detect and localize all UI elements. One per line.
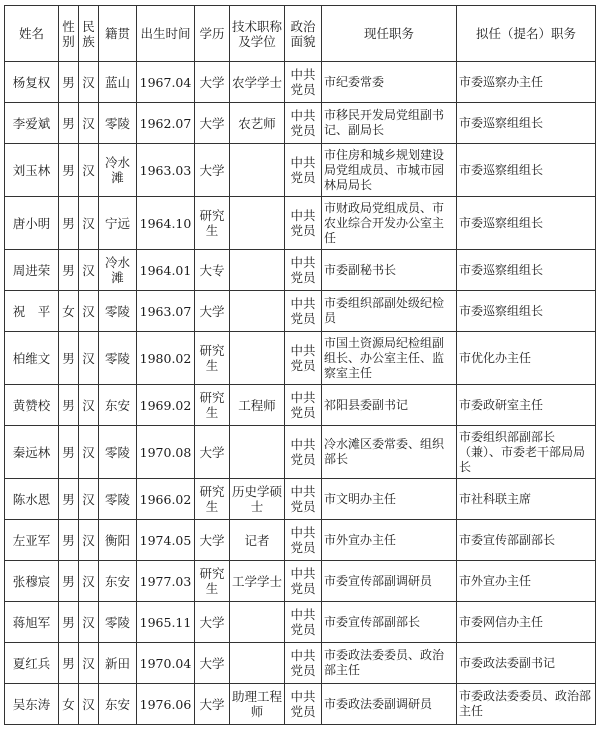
cell-gender: 男 [59, 561, 79, 602]
cell-title: 助理工程师 [230, 684, 285, 725]
cell-name: 李爱斌 [5, 103, 59, 144]
cell-proposed-post: 市委巡察组组长 [457, 103, 596, 144]
cell-current-post: 市委宣传部副部长 [322, 602, 457, 643]
cell-origin: 新田 [99, 643, 137, 684]
cell-ethnicity: 汉 [79, 103, 99, 144]
cell-name: 周进荣 [5, 250, 59, 291]
cell-name: 杨复权 [5, 62, 59, 103]
header-name: 姓名 [5, 6, 59, 62]
header-gender: 性别 [59, 6, 79, 62]
cell-ethnicity: 汉 [79, 197, 99, 250]
cell-proposed-post: 市委巡察组组长 [457, 197, 596, 250]
cell-origin: 蓝山 [99, 62, 137, 103]
cell-birth: 1970.08 [137, 426, 195, 479]
table-row [5, 197, 596, 250]
cell-proposed-post: 市委政法委副书记 [457, 643, 596, 684]
cell-gender: 男 [59, 602, 79, 643]
cell-origin: 零陵 [99, 426, 137, 479]
cell-current-post: 市移民开发局党组副书记、副局长 [322, 103, 457, 144]
header-education: 学历 [195, 6, 230, 62]
header-current-post: 现任职务 [322, 6, 457, 62]
cell-gender: 女 [59, 684, 79, 725]
header-title: 技术职称及学位 [230, 6, 285, 62]
table-header [5, 6, 596, 62]
cell-birth: 1962.07 [137, 103, 195, 144]
cell-current-post: 市国土资源局纪检组副组长、办公室主任、监察室主任 [322, 332, 457, 385]
cell-current-post: 市委政法委副调研员 [322, 684, 457, 725]
cell-ethnicity: 汉 [79, 602, 99, 643]
cell-birth: 1964.10 [137, 197, 195, 250]
cell-ethnicity: 汉 [79, 684, 99, 725]
table-row [5, 250, 596, 291]
cell-title: 工程师 [230, 385, 285, 426]
cell-birth: 1965.11 [137, 602, 195, 643]
cell-party: 中共党员 [285, 520, 322, 561]
cell-party: 中共党员 [285, 103, 322, 144]
header-row [5, 6, 596, 62]
cell-name: 秦远林 [5, 426, 59, 479]
cell-ethnicity: 汉 [79, 385, 99, 426]
cell-education: 研究生 [195, 197, 230, 250]
cell-gender: 男 [59, 426, 79, 479]
cell-proposed-post: 市委组织部副部长（兼）、市委老干部局局长 [457, 426, 596, 479]
cell-title [230, 332, 285, 385]
cell-origin: 东安 [99, 561, 137, 602]
header-ethnicity: 民族 [79, 6, 99, 62]
cell-education: 大学 [195, 602, 230, 643]
cell-proposed-post: 市委巡察组组长 [457, 144, 596, 197]
cell-name: 刘玉林 [5, 144, 59, 197]
cell-ethnicity: 汉 [79, 250, 99, 291]
cell-party: 中共党员 [285, 197, 322, 250]
cell-title [230, 250, 285, 291]
cell-birth: 1963.07 [137, 291, 195, 332]
cell-origin: 衡阳 [99, 520, 137, 561]
cell-name: 唐小明 [5, 197, 59, 250]
cell-education: 大学 [195, 144, 230, 197]
cell-birth: 1970.04 [137, 643, 195, 684]
cell-name: 左亚军 [5, 520, 59, 561]
cell-title: 农学学士 [230, 62, 285, 103]
cell-title: 历史学硕士 [230, 479, 285, 520]
cell-origin: 冷水滩 [99, 144, 137, 197]
cell-gender: 男 [59, 144, 79, 197]
cell-education: 大学 [195, 426, 230, 479]
cell-origin: 冷水滩 [99, 250, 137, 291]
cell-party: 中共党员 [285, 426, 322, 479]
table-row [5, 684, 596, 725]
cell-proposed-post: 市优化办主任 [457, 332, 596, 385]
cell-proposed-post: 市委政法委委员、政治部主任 [457, 684, 596, 725]
table-row [5, 332, 596, 385]
cell-gender: 女 [59, 291, 79, 332]
cell-proposed-post: 市委网信办主任 [457, 602, 596, 643]
table-row [5, 520, 596, 561]
cell-current-post: 市财政局党组成员、市农业综合开发办公室主任 [322, 197, 457, 250]
table-row [5, 426, 596, 479]
cell-title: 记者 [230, 520, 285, 561]
cell-gender: 男 [59, 385, 79, 426]
cell-proposed-post: 市社科联主席 [457, 479, 596, 520]
cell-origin: 零陵 [99, 103, 137, 144]
table-row [5, 561, 596, 602]
cell-birth: 1980.02 [137, 332, 195, 385]
cell-name: 祝 平 [5, 291, 59, 332]
cell-proposed-post: 市委政研室主任 [457, 385, 596, 426]
cell-current-post: 市外宣办主任 [322, 520, 457, 561]
cell-gender: 男 [59, 332, 79, 385]
cell-party: 中共党员 [285, 62, 322, 103]
cell-name: 黄赞校 [5, 385, 59, 426]
cell-education: 研究生 [195, 479, 230, 520]
cell-party: 中共党员 [285, 385, 322, 426]
cell-current-post: 市委副秘书长 [322, 250, 457, 291]
cell-ethnicity: 汉 [79, 561, 99, 602]
table-body [5, 62, 596, 725]
cell-birth: 1964.01 [137, 250, 195, 291]
cell-gender: 男 [59, 250, 79, 291]
cell-ethnicity: 汉 [79, 144, 99, 197]
cell-party: 中共党员 [285, 144, 322, 197]
cell-education: 研究生 [195, 385, 230, 426]
cell-current-post: 市纪委常委 [322, 62, 457, 103]
cell-education: 研究生 [195, 561, 230, 602]
cell-current-post: 市委组织部副处级纪检员 [322, 291, 457, 332]
cell-education: 大学 [195, 520, 230, 561]
table-row [5, 602, 596, 643]
cell-title [230, 426, 285, 479]
cell-party: 中共党员 [285, 602, 322, 643]
cell-party: 中共党员 [285, 291, 322, 332]
cell-education: 大专 [195, 250, 230, 291]
cell-birth: 1977.03 [137, 561, 195, 602]
cell-party: 中共党员 [285, 332, 322, 385]
cell-origin: 东安 [99, 385, 137, 426]
cell-birth: 1976.06 [137, 684, 195, 725]
cell-party: 中共党员 [285, 479, 322, 520]
cell-proposed-post: 市委宣传部副部长 [457, 520, 596, 561]
table-row [5, 479, 596, 520]
header-proposed-post: 拟任（提名）职务 [457, 6, 596, 62]
cell-origin: 零陵 [99, 602, 137, 643]
cell-education: 研究生 [195, 332, 230, 385]
cell-proposed-post: 市委巡察办主任 [457, 62, 596, 103]
cell-name: 柏维文 [5, 332, 59, 385]
cell-origin: 零陵 [99, 332, 137, 385]
cell-birth: 1963.03 [137, 144, 195, 197]
cell-ethnicity: 汉 [79, 426, 99, 479]
cell-name: 蒋旭军 [5, 602, 59, 643]
header-birth: 出生时间 [137, 6, 195, 62]
cell-birth: 1969.02 [137, 385, 195, 426]
table-row [5, 643, 596, 684]
cell-origin: 零陵 [99, 479, 137, 520]
cell-birth: 1967.04 [137, 62, 195, 103]
cell-proposed-post: 市外宣办主任 [457, 561, 596, 602]
cell-gender: 男 [59, 520, 79, 561]
cell-origin: 零陵 [99, 291, 137, 332]
header-party: 政治面貌 [285, 6, 322, 62]
cell-origin: 宁远 [99, 197, 137, 250]
cell-title [230, 291, 285, 332]
cell-current-post: 冷水滩区委常委、组织部长 [322, 426, 457, 479]
table-row [5, 291, 596, 332]
cell-current-post: 市委政法委委员、政治部主任 [322, 643, 457, 684]
cell-title [230, 643, 285, 684]
cell-gender: 男 [59, 479, 79, 520]
cell-title: 农艺师 [230, 103, 285, 144]
cell-party: 中共党员 [285, 643, 322, 684]
table-row [5, 385, 596, 426]
cell-current-post: 市住房和城乡规划建设局党组成员、市城市园林局局长 [322, 144, 457, 197]
cell-ethnicity: 汉 [79, 520, 99, 561]
table-row [5, 103, 596, 144]
cell-education: 大学 [195, 643, 230, 684]
cell-ethnicity: 汉 [79, 291, 99, 332]
cell-birth: 1974.05 [137, 520, 195, 561]
cell-name: 张穆宸 [5, 561, 59, 602]
cell-title [230, 144, 285, 197]
cell-gender: 男 [59, 197, 79, 250]
cell-title [230, 602, 285, 643]
cell-gender: 男 [59, 643, 79, 684]
cell-name: 陈水恩 [5, 479, 59, 520]
cell-birth: 1966.02 [137, 479, 195, 520]
cell-education: 大学 [195, 684, 230, 725]
cell-gender: 男 [59, 62, 79, 103]
cell-title: 工学学士 [230, 561, 285, 602]
cell-education: 大学 [195, 62, 230, 103]
cell-ethnicity: 汉 [79, 643, 99, 684]
cell-title [230, 197, 285, 250]
table-row [5, 62, 596, 103]
cell-ethnicity: 汉 [79, 62, 99, 103]
cell-ethnicity: 汉 [79, 332, 99, 385]
cell-ethnicity: 汉 [79, 479, 99, 520]
cell-proposed-post: 市委巡察组组长 [457, 291, 596, 332]
cell-education: 大学 [195, 291, 230, 332]
header-origin: 籍贯 [99, 6, 137, 62]
cell-gender: 男 [59, 103, 79, 144]
cell-education: 大学 [195, 103, 230, 144]
cell-name: 夏红兵 [5, 643, 59, 684]
cell-current-post: 祁阳县委副书记 [322, 385, 457, 426]
cell-party: 中共党员 [285, 561, 322, 602]
appointment-table [4, 5, 596, 725]
cell-name: 吴东涛 [5, 684, 59, 725]
table-row [5, 144, 596, 197]
cell-proposed-post: 市委巡察组组长 [457, 250, 596, 291]
cell-party: 中共党员 [285, 250, 322, 291]
cell-party: 中共党员 [285, 684, 322, 725]
cell-current-post: 市委宣传部副调研员 [322, 561, 457, 602]
cell-origin: 东安 [99, 684, 137, 725]
cell-current-post: 市文明办主任 [322, 479, 457, 520]
